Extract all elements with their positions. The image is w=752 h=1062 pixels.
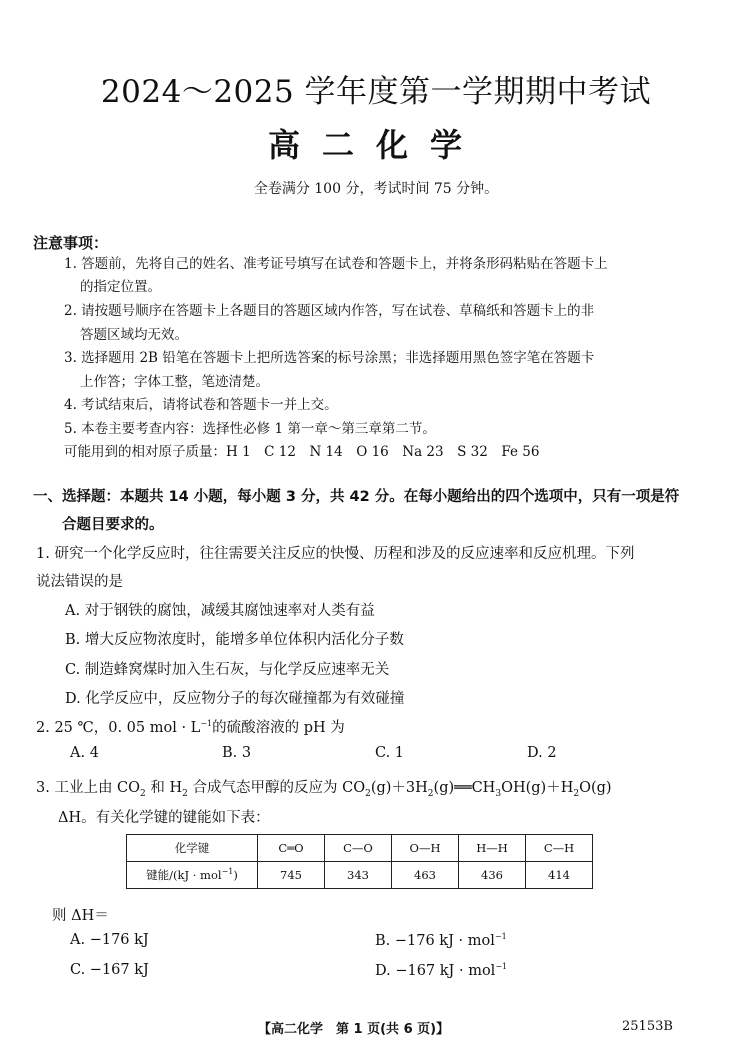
table-cell: 463 xyxy=(392,862,459,889)
q3-stem-cont: ΔH。有关化学键的键能如下表： xyxy=(58,810,270,826)
notice-item-2: 2. 请按题号顺序在答题卡上各题目的答题区域内作答，写在试卷、草稿纸和答题卡上的非 xyxy=(64,303,595,319)
q3-option-c: C. −167 kJ xyxy=(70,962,149,978)
notice-item-1: 1. 答题前，先将自己的姓名、准考证号填写在试卷和答题卡上，并将条形码粘贴在答题卡上 xyxy=(64,256,608,272)
q2-option-d: D. 2 xyxy=(527,745,557,761)
q3-option-b: B. −176 kJ · mol$^{-1}$ xyxy=(375,932,507,949)
q3-stem: 3. 工业上由 $CO_2$ 和 $H_2$ 合成气态甲醇的反应为 $CO_2(g)+3H_2(g)══CH_3OH(g)+H_2O(g)$ xyxy=(36,780,612,799)
table-row xyxy=(127,862,593,889)
notice-item-1-cont: 的指定位置。 xyxy=(80,279,161,295)
q3-option-d: D. −167 kJ · mol$^{-1}$ xyxy=(375,962,508,979)
notice-heading: 注意事项： xyxy=(33,234,109,252)
notice-item-3: 3. 选择题用 2B 铅笔在答题卡上把所选答案的标号涂黑；非选择题用黑色签字笔在答题卡 xyxy=(64,350,595,366)
table-cell: 414 xyxy=(526,862,593,889)
q1-stem: 1. 研究一个化学反应时，往往需要关注反应的快慢、历程和涉及的反应速率和反应机理。下列 xyxy=(36,546,635,562)
q1-stem-cont: 说法错误的是 xyxy=(36,574,123,590)
exam-info: 全卷满分 100 分，考试时间 75 分钟。 xyxy=(253,181,499,197)
q2-option-a: A. 4 xyxy=(70,745,99,761)
table-header-cell: C═O xyxy=(258,835,325,862)
q3-option-a: A. −176 kJ xyxy=(70,932,149,948)
table-row-label: 键能/(kJ · mol$^{-1}$) xyxy=(127,862,258,889)
q2-stem: 2. 25 ℃，0. 05 mol · $L^{-1}$的硫酸溶液的 pH 为 xyxy=(36,719,345,736)
q1-option-b: B. 增大反应物浓度时，能增多单位体积内活化分子数 xyxy=(65,632,404,648)
bond-energy-table xyxy=(126,834,593,889)
atomic-masses: 可能用到的相对原子质量：H 1 C 12 N 14 O 16 Na 23 S 32 Fe 56 xyxy=(64,444,540,460)
exam-code: 25153B xyxy=(622,1019,673,1034)
table-header-row xyxy=(127,835,593,862)
table-header-cell: H—H xyxy=(459,835,526,862)
table-header-cell: O—H xyxy=(392,835,459,862)
q2-option-c: C. 1 xyxy=(375,745,405,761)
section-1-heading: 一、选择题：本题共 14 小题，每小题 3 分，共 42 分。在每小题给出的四个选项中，只有一项是符 xyxy=(33,489,680,505)
notice-item-2-cont: 答题区域均无效。 xyxy=(80,327,188,343)
notice-item-3-cont: 上作答；字体工整，笔迹清楚。 xyxy=(80,374,269,390)
notice-item-5: 5. 本卷主要考查内容：选择性必修 1 第一章～第三章第二节。 xyxy=(64,421,436,437)
table-header-cell: C—O xyxy=(325,835,392,862)
subject-title: 高二化学 xyxy=(267,126,484,164)
q2-option-b: B. 3 xyxy=(222,745,252,761)
notice-item-4: 4. 考试结束后，请将试卷和答题卡一并上交。 xyxy=(64,397,338,413)
section-1-heading-cont: 合题目要求的。 xyxy=(62,517,164,533)
q1-option-d: D. 化学反应中，反应物分子的每次碰撞都为有效碰撞 xyxy=(65,691,405,707)
exam-title: 2024～2025 学年度第一学期期中考试 xyxy=(100,74,652,110)
q3-ask: 则 ΔH＝ xyxy=(52,908,109,924)
q1-option-c: C. 制造蜂窝煤时加入生石灰，与化学反应速率无关 xyxy=(65,662,390,678)
table-header-cell: 化学键 xyxy=(127,835,258,862)
table-cell: 745 xyxy=(258,862,325,889)
table-cell: 436 xyxy=(459,862,526,889)
table-cell: 343 xyxy=(325,862,392,889)
q1-option-a: A. 对于钢铁的腐蚀，减缓其腐蚀速率对人类有益 xyxy=(65,603,375,619)
page-footer: 【高二化学 第 1 页(共 6 页)】 xyxy=(258,1022,450,1037)
table-header-cell: C—H xyxy=(526,835,593,862)
